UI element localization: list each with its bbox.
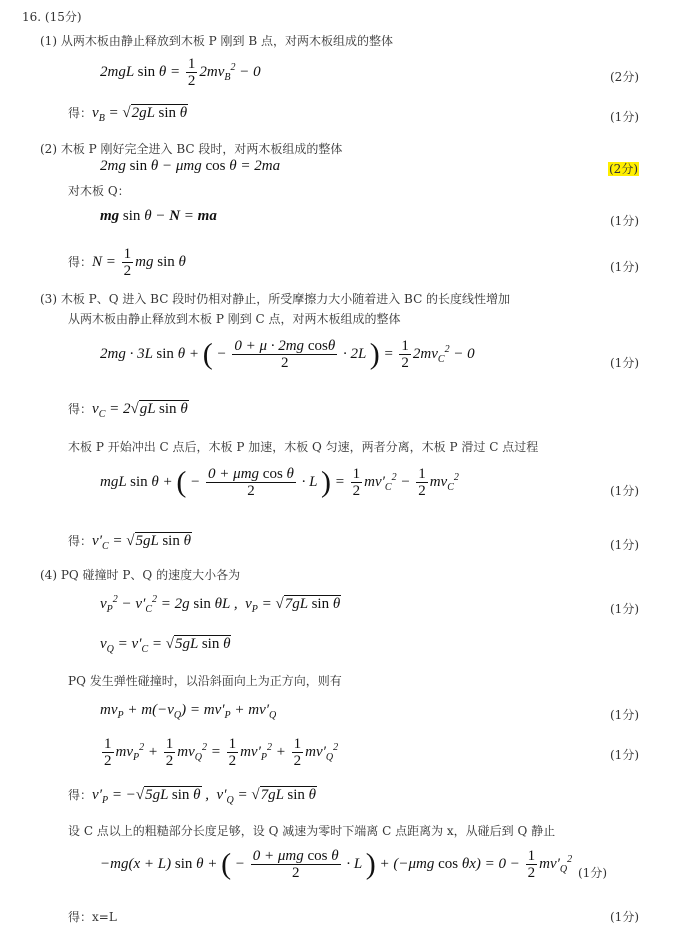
score-6: (1分) <box>610 356 639 370</box>
eq-10: $v_P^2 - v'_C^2 = 2g$ sin θL , $v_P = √7gL$ sin θ <box>100 594 341 615</box>
part3-intro-1: (3) 木板 P、Q 进入 BC 段时仍相对静止，所受摩擦力大小随着进入 BC 的长度线性增加 <box>40 292 511 306</box>
part3-intro-2: 从两木板由静止释放到木板 P 刚到 C 点，对两木板组成的整体 <box>68 312 401 326</box>
eq-1: 2mgL sin θ = $\frac{1}{2}$ $2mv_B^2 - 0$ <box>100 56 261 89</box>
score-3: (2分) <box>609 162 638 176</box>
eq-4: mg sin θ − N = ma <box>100 208 217 224</box>
eq-5: 得：N = $\frac{1}{2}$ mg sin θ <box>68 246 186 279</box>
eq-14: 得：$v'_P = -√5gL$ sin θ , $v'_Q = √7gL$ sin θ <box>68 787 317 806</box>
score-10: (1分) <box>610 708 639 722</box>
score-11: (1分) <box>610 748 639 762</box>
score-5: (1分) <box>610 260 639 274</box>
de-label: 得： <box>68 106 93 120</box>
part2-intro: (2) 木板 P 刚好完全进入 BC 段时，对两木板组成的整体 <box>40 142 343 156</box>
eq-13: $\frac{1}{2}$ $mv_P^2$ + $\frac{1}{2}$ $mv_Q^2$ = $\frac{1}{2}$ $mv'_P^2$ + $\frac{1}{2}$ $mv'_Q^2$ <box>104 736 339 769</box>
eq-15: −mg(x + L) sin θ + ( − $\frac{\text{0 + μmg cos θ}}{2}$ · L ) + (−μmg cos θx) = 0 − $\frac{1}{2}$ $mv'_Q^2$ <box>100 847 573 881</box>
score-12: (1分) <box>578 866 607 880</box>
score-13: (1分) <box>610 910 639 924</box>
part1-intro: (1) 从两木板由静止释放到木板 P 刚到 B 点，对两木板组成的整体 <box>40 34 393 48</box>
score-2: (1分) <box>610 110 639 124</box>
score-7: (1分) <box>610 484 639 498</box>
final-answer: 得：x=L <box>68 910 117 924</box>
score-9: (1分) <box>610 602 639 616</box>
eq-3: 2mg sin θ − μmg cos θ = 2ma <box>100 158 281 174</box>
part2-sub: 对木板 Q： <box>68 184 130 198</box>
eq-12: $mv_P + m(-v_Q) = mv'_P + mv'_Q$ <box>100 702 277 721</box>
part4-intro: (4) PQ 碰撞时 P、Q 的速度大小各为 <box>40 568 241 582</box>
eq-8: mgL sin θ + ( − $\frac{\text{0 + μmg cos θ}}{2}$ · L ) = $\frac{1}{2}$ $mv'_C^2$ − $\frac{1}{2}$ $mv_C^2$ <box>100 465 459 499</box>
score-4: (1分) <box>610 214 639 228</box>
part4-mid: PQ 发生弹性碰撞时，以沿斜面向上为正方向，则有 <box>68 674 342 688</box>
score-1: (2分) <box>610 70 639 84</box>
score-8: (1分) <box>610 538 639 552</box>
part3-mid: 木板 P 开始冲出 C 点后，木板 P 加速，木板 Q 匀速，两者分离，木板 P 滑过 C 点过程 <box>68 440 539 454</box>
eq-11: $v_Q = v'_C = √5gL$ sin θ <box>100 636 231 655</box>
eq-2: 得：$v_B = √2gL$ sin θ <box>68 105 188 124</box>
eq-9: 得：$v'_C = √5gL$ sin θ <box>68 533 191 552</box>
part4-last: 设 C 点以上的粗糙部分长度足够，设 Q 减速为零时下端离 C 点距离为 x，从碰后到 Q 静止 <box>68 824 556 838</box>
eq-7: 得：$v_C = 2√gL$ sin θ <box>68 401 188 420</box>
eq-6: 2mg · 3L sin θ + ( − $\frac{\text{0 + μ · 2mg cosθ}}{2}$ · 2L ) = $\frac{1}{2}$ $2mv_C^2 - 0$ <box>100 337 475 371</box>
question-header: 16. (15分) <box>22 10 82 24</box>
